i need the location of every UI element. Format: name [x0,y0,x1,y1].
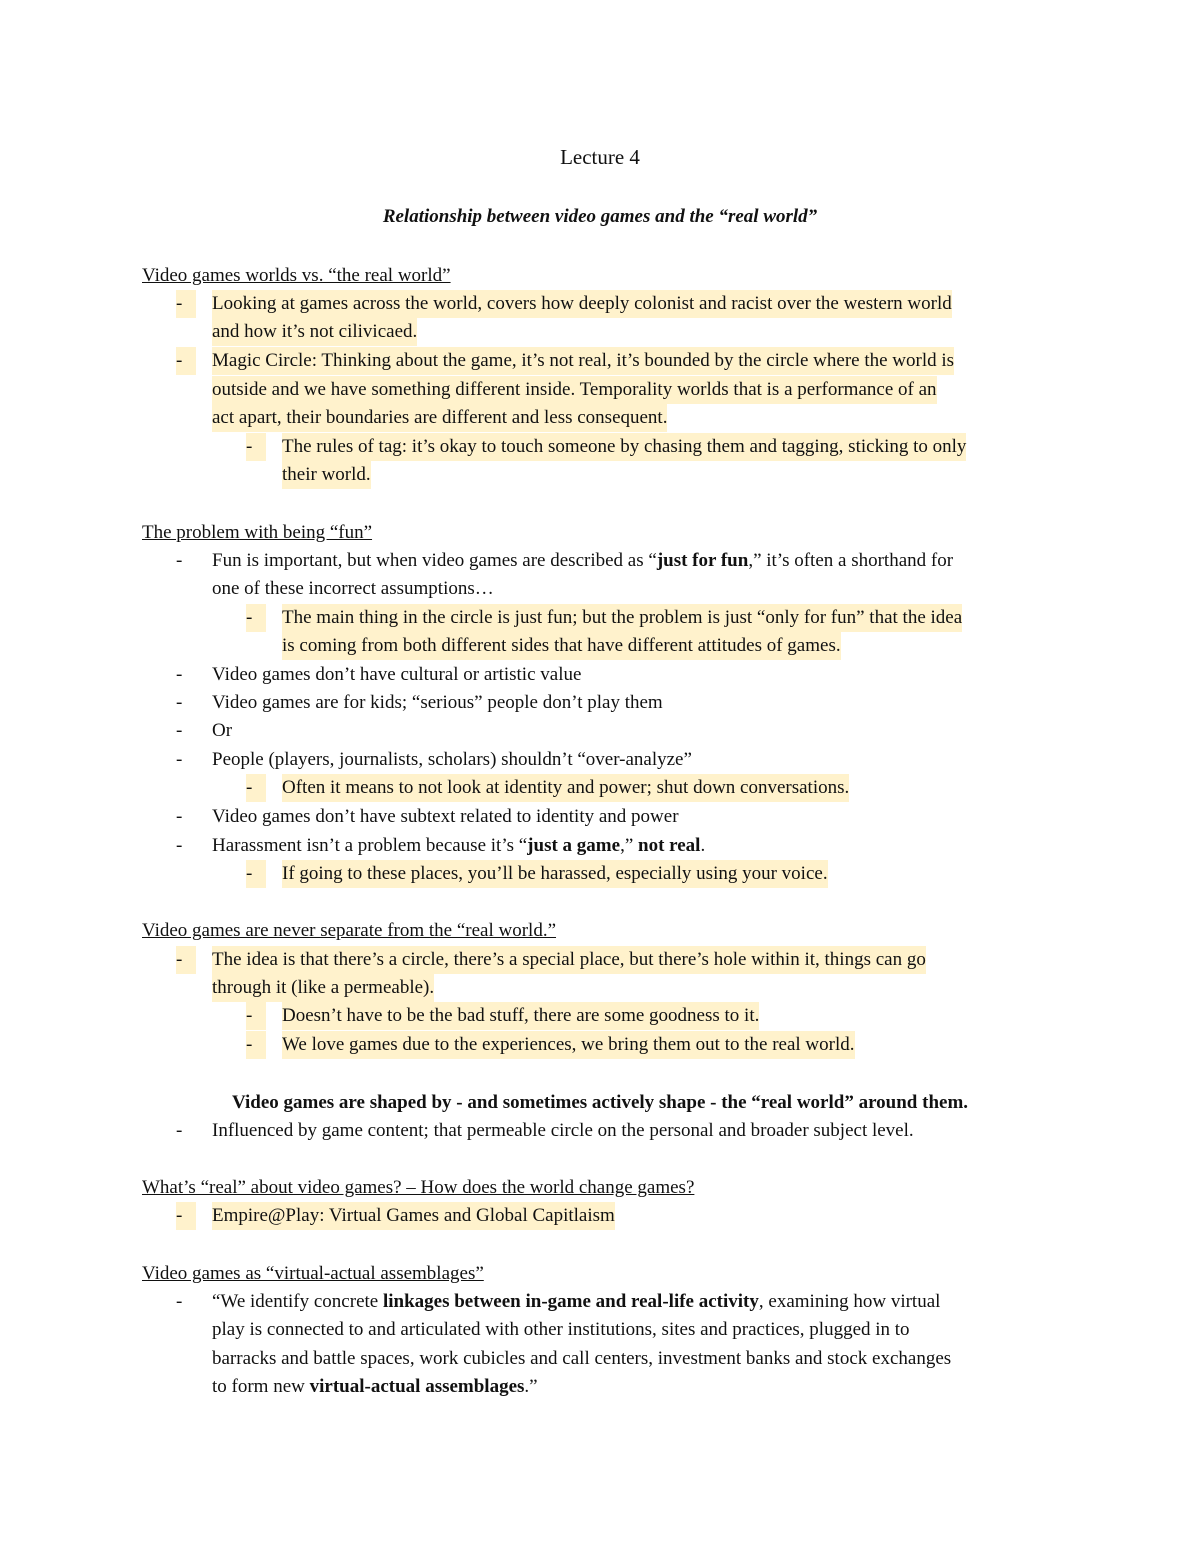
bullet-text: Video games are for kids; “serious” people don’t play them [212,692,663,713]
bullet-dash: - [176,720,183,741]
quote-text: barracks and battle spaces, work cubicles and call centers, investment banks and stock exchanges [212,1348,952,1369]
sub-bullet-text: is coming from both different sides that have different attitudes of games. [282,632,841,660]
section-heading-whats-real: What’s “real” about video games? – How does the world change games? [142,1177,695,1198]
bullet-dash: - [176,347,196,375]
section-heading-fun: The problem with being “fun” [142,522,373,543]
bullet-text: Video games don’t have cultural or artistic value [212,664,582,685]
sub-bullet-dash: - [246,1002,266,1030]
sub-bullet-text: The rules of tag: it’s okay to touch someone by chasing them and tagging, sticking to only [282,433,966,461]
bullet-dash: - [176,1120,183,1141]
bullet-dash: - [176,749,183,770]
quote-text: to form new virtual-actual assemblages.” [212,1376,538,1397]
bullet-dash: - [176,664,183,685]
section-heading-worlds: Video games worlds vs. “the real world” [142,265,451,286]
bullet-text: Influenced by game content; that permeable circle on the personal and broader subject level. [212,1120,914,1141]
bullet-text: Harassment isn’t a problem because it’s “just a game,” not real. [212,835,706,856]
quote-text: play is connected to and articulated with other institutions, sites and practices, plugged in to [212,1319,910,1340]
bullet-dash: - [176,946,196,974]
bullet-dash: - [176,692,183,713]
bullet-dash: - [176,1202,196,1230]
bullet-text: outside and we have something different inside. Temporality worlds that is a performance of an [212,376,937,404]
bullet-text: act apart, their boundaries are different and less consequent. [212,404,667,432]
bullet-text: one of these incorrect assumptions… [212,578,494,599]
bullet-dash: - [176,1291,183,1312]
page-subtitle: Relationship between video games and the “real world” [382,206,818,227]
sub-bullet-dash: - [246,433,266,461]
sub-bullet-text: The main thing in the circle is just fun; but the problem is just “only for fun” that the idea [282,604,962,632]
sub-bullet-text: Doesn’t have to be the bad stuff, there are some goodness to it. [282,1002,759,1030]
bullet-dash: - [176,806,183,827]
sub-bullet-dash: - [246,860,266,888]
bullet-text: and how it’s not cilivicaed. [212,318,417,346]
sub-bullet-text: If going to these places, you’ll be harassed, especially using your voice. [282,860,828,888]
sub-bullet-text: We love games due to the experiences, we bring them out to the real world. [282,1031,855,1059]
bullet-text: The idea is that there’s a circle, there’s a special place, but there’s hole within it, things can go [212,946,926,974]
page-title: Lecture 4 [560,145,640,169]
bullet-dash: - [176,835,183,856]
section-heading-never-separate: Video games are never separate from the “real world.” [142,920,557,941]
bullet-text: People (players, journalists, scholars) shouldn’t “over-analyze” [212,749,692,770]
bullet-text: Or [212,720,233,741]
sub-bullet-dash: - [246,1031,266,1059]
bullet-dash: - [176,290,196,318]
section-heading-assemblages: Video games as “virtual-actual assemblages” [142,1263,484,1284]
quote-text: “We identify concrete linkages between in-game and real-life activity, examining how virtual [212,1291,941,1312]
sub-bullet-dash: - [246,774,266,802]
sub-bullet-text: Often it means to not look at identity and power; shut down conversations. [282,774,849,802]
sub-bullet-text: their world. [282,461,371,489]
bullet-text: Magic Circle: Thinking about the game, it’s not real, it’s bounded by the circle where the world is [212,347,954,375]
bullet-text: Empire@Play: Virtual Games and Global Capitlaism [212,1202,615,1230]
bullet-text: through it (like a permeable). [212,974,434,1002]
bullet-dash: - [176,550,183,571]
sub-bullet-dash: - [246,604,266,632]
bullet-text: Looking at games across the world, covers how deeply colonist and racist over the western world [212,290,952,318]
bullet-text: Fun is important, but when video games are described as “just for fun,” it’s often a shorthand for [212,550,954,571]
bullet-text: Video games don’t have subtext related to identity and power [212,806,679,827]
section-heading-shaped: Video games are shaped by - and sometimes actively shape - the “real world” around them. [231,1092,969,1113]
